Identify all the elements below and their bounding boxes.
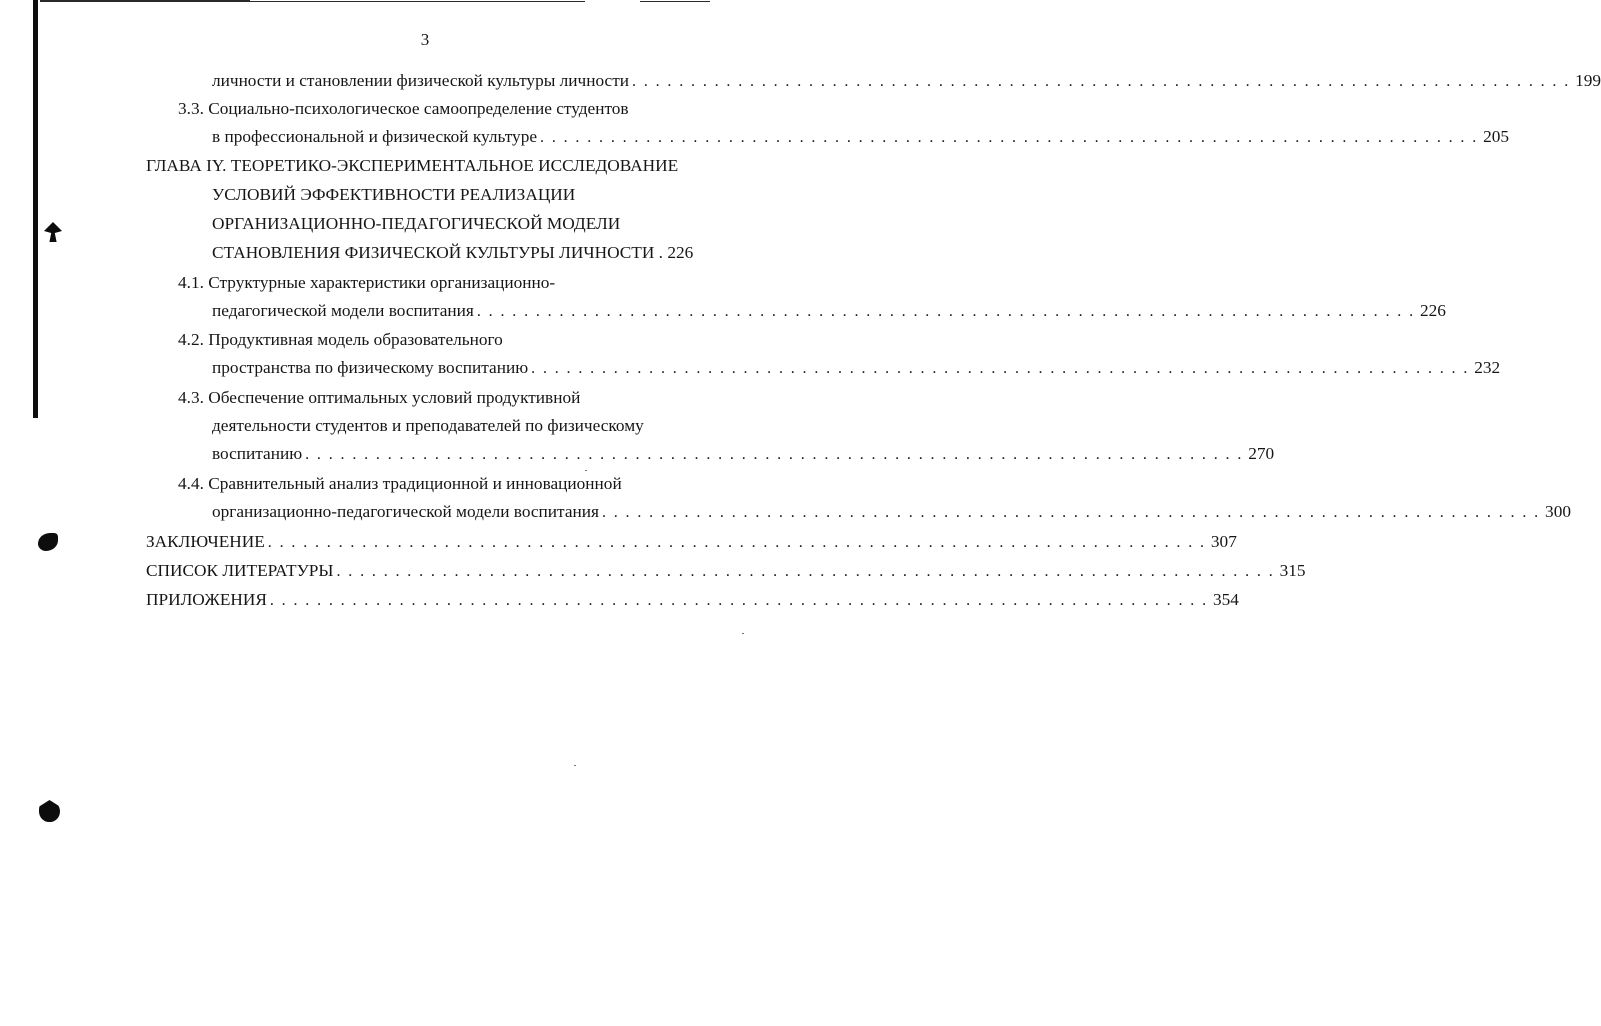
- toc-entry-4-1-line2[interactable]: [212, 298, 1446, 324]
- toc-entry-text: ПРИЛОЖЕНИЯ: [146, 590, 267, 609]
- scan-speck: [742, 633, 744, 634]
- toc-entry-text: личности и становлении физической культуры личности: [212, 71, 630, 90]
- toc-leader-dots: . . . . . . . . . . . . . . . . . . . . . . . . . . . . . . . . . . . . . . . . . . . . . . . . . . . . . . . . . . . . . . . . . . . . . . . . . . . . . . . .: [531, 360, 1470, 377]
- toc-entry-4-1[interactable]: [178, 270, 555, 296]
- toc-page-number: 307: [1210, 532, 1237, 551]
- toc-leader-dots: . . . . . . . . . . . . . . . . . . . . . . . . . . . . . . . . . . . . . . . . . . . . . . . . . . . . . . . . . . . . . . . . . . . . . . . . . . . . . . . .: [336, 563, 1275, 580]
- toc-section-number: 4.4.: [178, 474, 204, 493]
- toc-entry-4-4[interactable]: [178, 471, 622, 497]
- toc-leader-dots: . . . . . . . . . . . . . . . . . . . . . . . . . . . . . . . . . . . . . . . . . . . . . . . . . . . . . . . . . . . . . . . . . . . . . . . . . . . . . . . .: [476, 303, 1415, 320]
- toc-section-number: 3.3.: [178, 99, 204, 118]
- scan-speck: [574, 765, 576, 766]
- scan-blot-shape: [44, 222, 62, 242]
- toc-entry-3-3[interactable]: [178, 96, 629, 122]
- toc-page-number: 354: [1212, 590, 1239, 609]
- toc-page-number: . 226: [658, 243, 694, 262]
- toc-entry-3-2-cont[interactable]: [212, 68, 1601, 94]
- toc-entry-conclusion[interactable]: [146, 529, 1237, 555]
- toc-entry-text: Структурные характеристики организационно-: [208, 273, 556, 292]
- toc-entry-text: СТАНОВЛЕНИЯ ФИЗИЧЕСКОЙ КУЛЬТУРЫ ЛИЧНОСТИ: [212, 243, 655, 262]
- toc-entry-appendices[interactable]: [146, 587, 1239, 613]
- scan-top-rule: [115, 1, 585, 2]
- toc-leader-dots: . . . . . . . . . . . . . . . . . . . . . . . . . . . . . . . . . . . . . . . . . . . . . . . . . . . . . . . . . . . . . . . . . . . . . . . . . . . . . . . .: [269, 592, 1208, 609]
- toc-section-number: 4.1.: [178, 273, 204, 292]
- toc-page-number: 315: [1279, 561, 1306, 580]
- toc-page-number: 199: [1575, 71, 1601, 90]
- toc-entry-text: Продуктивная модель образовательного: [208, 330, 503, 349]
- toc-section-number: 4.2.: [178, 330, 204, 349]
- toc-chapter-4-line4[interactable]: [212, 240, 693, 266]
- toc-chapter-4-line2: УСЛОВИЙ ЭФФЕКТИВНОСТИ РЕАЛИЗАЦИИ: [212, 185, 576, 204]
- scan-blot-shape: [39, 800, 60, 822]
- toc-page-number: 270: [1248, 444, 1275, 463]
- toc-leader-dots: . . . . . . . . . . . . . . . . . . . . . . . . . . . . . . . . . . . . . . . . . . . . . . . . . . . . . . . . . . . . . . . . . . . . . . . . . . . . . . . .: [632, 73, 1571, 90]
- toc-entry-text: Обеспечение оптимальных условий продуктивной: [208, 388, 581, 407]
- toc-entry-text: ЗАКЛЮЧЕНИЕ: [146, 532, 265, 551]
- toc-leader-dots: . . . . . . . . . . . . . . . . . . . . . . . . . . . . . . . . . . . . . . . . . . . . . . . . . . . . . . . . . . . . . . . . . . . . . . . . . . . . . . . .: [267, 534, 1206, 551]
- toc-page-number: 226: [1419, 301, 1446, 320]
- scan-top-rule: [640, 1, 710, 2]
- toc-entry-4-4-line2[interactable]: [212, 499, 1571, 525]
- toc-leader-dots: . . . . . . . . . . . . . . . . . . . . . . . . . . . . . . . . . . . . . . . . . . . . . . . . . . . . . . . . . . . . . . . . . . . . . . . . . . . . . . . .: [305, 446, 1244, 463]
- toc-entry-text: педагогической модели воспитания: [212, 301, 474, 320]
- page-number: 3: [420, 30, 430, 49]
- toc-entry-3-3-line2[interactable]: [212, 124, 1510, 150]
- scan-blot-shape: [38, 533, 58, 551]
- toc-entry-text: организационно-педагогической модели воспитания: [212, 502, 599, 521]
- toc-chapter-4-line3: ОРГАНИЗАЦИОННО-ПЕДАГОГИЧЕСКОЙ МОДЕЛИ: [212, 214, 621, 233]
- toc-entry-references[interactable]: [146, 558, 1306, 584]
- toc-entry-4-2[interactable]: [178, 327, 503, 353]
- toc-entry-text: в профессиональной и физической культуре: [212, 127, 538, 146]
- toc-entry-text: Сравнительный анализ традиционной и инновационной: [208, 474, 622, 493]
- toc-leader-dots: . . . . . . . . . . . . . . . . . . . . . . . . . . . . . . . . . . . . . . . . . . . . . . . . . . . . . . . . . . . . . . . . . . . . . . . . . . . . . . . .: [540, 129, 1479, 146]
- toc-entry-4-2-line2[interactable]: [212, 355, 1501, 381]
- toc-entry-4-3-line2: деятельности студентов и преподавателей по физическому: [212, 416, 644, 435]
- toc-page-number: 300: [1545, 502, 1571, 521]
- toc-entry-text: Социально-психологическое самоопределение студентов: [208, 99, 629, 118]
- toc-page-number: 232: [1474, 358, 1501, 377]
- toc-section-number: 4.3.: [178, 388, 204, 407]
- toc-entry-4-3[interactable]: [178, 385, 580, 411]
- toc-chapter-4-title[interactable]: ГЛАВА IY. ТЕОРЕТИКО-ЭКСПЕРИМЕНТАЛЬНОЕ ИССЛЕДОВАНИЕ: [146, 156, 679, 175]
- toc-entry-4-3-line3[interactable]: [212, 441, 1275, 467]
- toc-leader-dots: . . . . . . . . . . . . . . . . . . . . . . . . . . . . . . . . . . . . . . . . . . . . . . . . . . . . . . . . . . . . . . . . . . . . . . . . . . . . . . . .: [601, 504, 1541, 521]
- toc-entry-text: СПИСОК ЛИТЕРАТУРЫ: [146, 561, 334, 580]
- toc-entry-text: пространства по физическому воспитанию: [212, 358, 529, 377]
- toc-page-number: 205: [1483, 127, 1510, 146]
- scan-binding-line: [33, 0, 38, 418]
- toc-entry-text: воспитанию: [212, 444, 303, 463]
